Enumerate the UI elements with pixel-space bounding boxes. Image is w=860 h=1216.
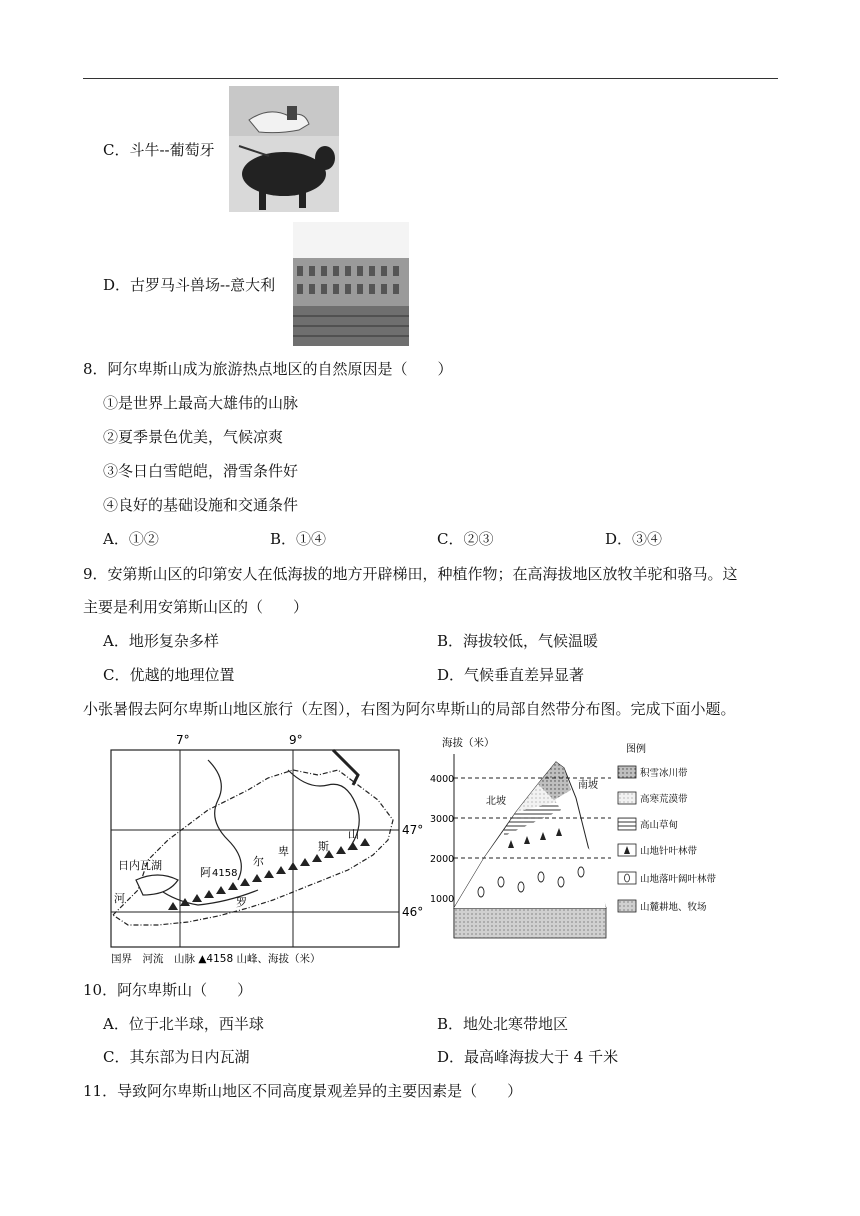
river-char-he: 河 xyxy=(114,892,125,905)
q8-choice-c: C．②③ xyxy=(437,530,494,548)
lat-label-46: 46° xyxy=(402,905,424,919)
q9-choice-a: A．地形复杂多样 xyxy=(103,632,219,650)
mountain-char-a: 阿 xyxy=(200,866,211,879)
intro-text: 小张暑假去阿尔卑斯山地区旅行（左图），右图为阿尔卑斯山的局部自然带分布图。完成下面小题。 xyxy=(83,700,736,718)
q8-item-2: ②夏季景色优美，气候凉爽 xyxy=(103,428,284,446)
tick-2000: 2000 xyxy=(430,854,455,865)
q10-choice-d: D．最高峰海拔大于 4 千米 xyxy=(437,1048,619,1066)
natural-zone-diagram xyxy=(430,732,717,970)
q8-choice-a: A．①② xyxy=(103,530,159,548)
legend-desert: 高寒荒漠带 xyxy=(640,794,688,805)
option-c: C．斗牛--葡萄牙 xyxy=(103,141,215,159)
q9-stem-line2: 主要是利用安第斯山区的（ ） xyxy=(83,598,309,616)
option-d: D．古罗马斗兽场--意大利 xyxy=(103,276,276,294)
lon-label-7: 7° xyxy=(176,733,190,747)
mountain-char-shan: 山 xyxy=(348,828,359,841)
map-legend: 国界 河流 山脉 ▲4158 山峰、海拔（米） xyxy=(111,953,321,965)
q10-stem: 10．阿尔卑斯山（ ） xyxy=(83,981,253,999)
legend-farmland: 山麓耕地、牧场 xyxy=(640,902,707,913)
q9-choice-d: D．气候垂直差异显著 xyxy=(437,666,585,684)
q10-choice-b: B．地处北寒带地区 xyxy=(437,1015,569,1033)
q10-choice-a: A．位于北半球，西半球 xyxy=(103,1015,264,1033)
q9-choice-b: B．海拔较低，气候温暖 xyxy=(437,632,599,650)
tick-4000: 4000 xyxy=(430,774,455,785)
tick-1000: 1000 xyxy=(430,894,455,905)
river-char-luo: 罗 xyxy=(236,896,247,909)
mountain-char-bei: 卑 xyxy=(278,845,289,858)
legend-conifer: 山地针叶林带 xyxy=(640,846,698,857)
zone-ylabel: 海拔（米） xyxy=(442,737,495,749)
q10-choice-c: C．其东部为日内瓦湖 xyxy=(103,1048,250,1066)
q9-choice-c: C．优越的地理位置 xyxy=(103,666,235,684)
header-rule xyxy=(83,78,778,79)
lake-label: 日内瓦湖 xyxy=(118,859,162,872)
q8-item-4: ④良好的基础设施和交通条件 xyxy=(103,496,299,514)
mountain-char-si: 斯 xyxy=(318,840,329,853)
peak-height: 4158 xyxy=(212,868,238,879)
q8-item-1: ①是世界上最高大雄伟的山脉 xyxy=(103,394,299,412)
legend-glacier: 积雪冰川带 xyxy=(640,768,688,779)
mountain-char-er: 尔 xyxy=(253,855,264,868)
legend-meadow: 高山草甸 xyxy=(640,820,679,831)
q11-stem: 11．导致阿尔卑斯山地区不同高度景观差异的主要因素是（ ） xyxy=(83,1082,523,1100)
q8-item-3: ③冬日白雪皑皑，滑雪条件好 xyxy=(103,462,299,480)
south-slope-label: 南坡 xyxy=(578,780,598,791)
north-slope-label: 北坡 xyxy=(486,796,506,807)
q8-choice-b: B．①④ xyxy=(270,530,327,548)
q8-stem: 8．阿尔卑斯山成为旅游热点地区的自然原因是（ ） xyxy=(83,360,453,378)
colosseum-photo xyxy=(293,222,409,346)
lat-label-47: 47° xyxy=(402,823,424,837)
q9-stem-line1: 9．安第斯山区的印第安人在低海拔的地方开辟梯田，种植作物；在高海拔地区放牧羊驼和骆马。这 xyxy=(83,565,738,583)
alps-map xyxy=(108,730,438,970)
tick-3000: 3000 xyxy=(430,814,455,825)
bullfight-photo xyxy=(229,86,339,212)
q8-choice-d: D．③④ xyxy=(605,530,663,548)
legend-deciduous: 山地落叶阔叶林带 xyxy=(640,874,717,885)
lon-label-9: 9° xyxy=(289,733,303,747)
zone-legend-title: 图例 xyxy=(626,744,646,755)
